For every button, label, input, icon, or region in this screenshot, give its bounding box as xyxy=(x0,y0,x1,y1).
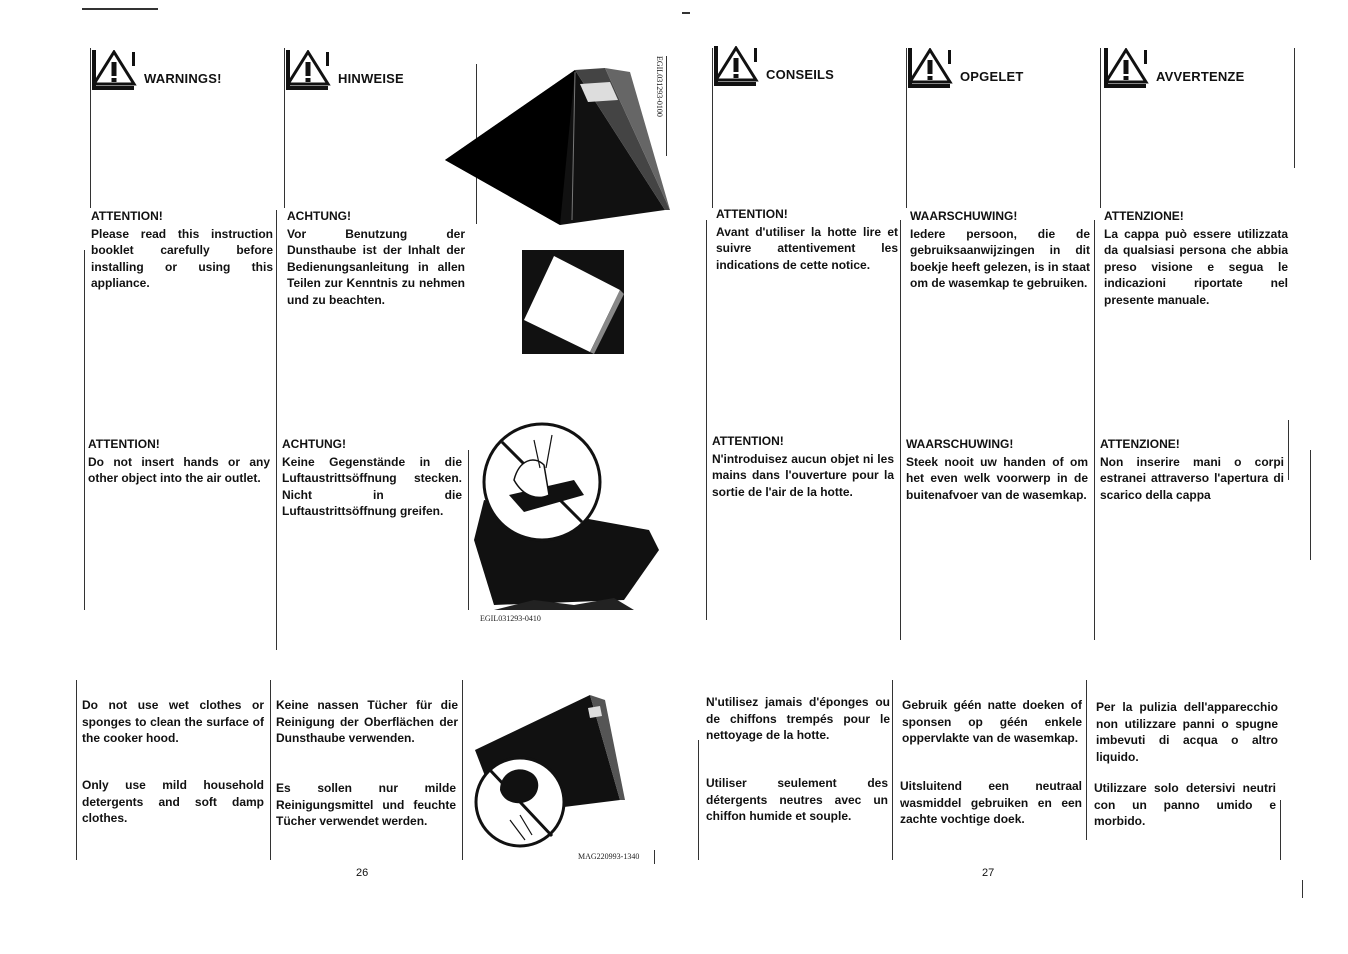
section-header-label: HINWEISE xyxy=(338,71,404,86)
warning-title: ATTENTION! xyxy=(88,437,160,451)
warning-title: ATTENTION! xyxy=(716,207,788,221)
warning-text: Do not insert hands or any other object into the air outlet. xyxy=(88,454,270,485)
warning-block xyxy=(82,697,264,747)
warning-text: Avant d'utiliser la hotte lire et suivre attentivement les indications de cette notice. xyxy=(716,224,898,272)
column-rule xyxy=(468,450,469,610)
warning-text: Es sollen nur milde Reinigungsmittel und feuchte Tücher verwendet werden. xyxy=(276,781,456,828)
column-rule xyxy=(892,680,893,860)
warning-text: N'utilisez jamais d'éponges ou de chiffons trempés pour le nettoyage de la hotte. xyxy=(706,695,890,742)
column-rule xyxy=(270,680,271,860)
warning-title: ATTENTION! xyxy=(712,434,784,448)
section-header-avvertenze xyxy=(1104,48,1244,88)
warning-text: Utiliser seulement des détergents neutres avec un chiffon humide et souple. xyxy=(706,776,888,823)
column-rule xyxy=(906,48,907,208)
section-header-warnings xyxy=(92,50,222,90)
column-rule xyxy=(1302,880,1303,898)
instruction-booklet-illustration xyxy=(522,250,624,354)
column-rule xyxy=(654,850,655,864)
warning-title: ACHTUNG! xyxy=(287,209,351,223)
column-rule xyxy=(276,210,277,650)
warning-title: WAARSCHUWING! xyxy=(910,209,1018,223)
warning-text: Iedere persoon, die de gebruiksaanwijzingen in dit boekje heeft gelezen, is in staat om de wasemkap te gebruiken. xyxy=(910,226,1090,290)
warning-triangle-icon xyxy=(1104,48,1150,88)
column-rule xyxy=(1310,450,1311,560)
column-rule xyxy=(900,220,901,640)
warning-text: Non inserire mani o corpi estranei attraverso l'apertura di scarico della cappa xyxy=(1100,454,1284,502)
warning-text: N'introduisez aucun objet ni les mains dans l'ouverture pour la sortie de l'air de la hotte. xyxy=(712,451,894,499)
cooker-hood-illustration xyxy=(440,60,680,230)
column-rule xyxy=(1280,800,1281,860)
page-number: 26 xyxy=(356,867,369,879)
warning-block xyxy=(902,697,1082,747)
section-header-label: CONSEILS xyxy=(766,67,835,82)
column-rule xyxy=(706,220,707,620)
warning-block xyxy=(1104,208,1288,308)
warning-text: La cappa può essere utilizzata da qualsiasi persona che abbia preso visione e segua le indicazioni riportate nel presente manuale. xyxy=(1104,226,1288,307)
warning-block xyxy=(706,694,890,744)
figure-code: EGIL031293-0100 xyxy=(655,56,664,117)
column-rule xyxy=(1094,220,1095,640)
warning-text: Per la pulizia dell'apparecchio non utilizzare panni o spugne imbevuti di acqua o altro liquido. xyxy=(1096,700,1278,764)
warning-block xyxy=(706,775,888,825)
warning-triangle-icon xyxy=(286,50,332,90)
section-header-conseils xyxy=(714,46,834,86)
figure-code: EGIL031293-0410 xyxy=(480,614,541,623)
column-rule xyxy=(1086,680,1087,840)
warning-block xyxy=(91,208,273,292)
warning-text: Keine nassen Tücher für die Reinigung der Oberflächen der Dunsthaube verwenden. xyxy=(276,698,458,745)
warning-block xyxy=(287,208,465,308)
warning-block xyxy=(1096,699,1278,765)
warning-text: Vor Benutzung der Dunsthaube ist der Inhalt der Bedienungsanleitung in allen Teilen zur Kenntnis zu nehmen und zu beachten. xyxy=(287,226,465,307)
column-rule xyxy=(84,250,85,610)
warning-block xyxy=(276,780,456,830)
no-hands-in-outlet-illustration xyxy=(474,420,664,610)
section-header-label: OPGELET xyxy=(960,69,1024,84)
warning-block xyxy=(1100,436,1284,503)
column-rule xyxy=(462,680,463,860)
column-rule xyxy=(1100,48,1101,208)
warning-triangle-icon xyxy=(92,50,138,90)
top-tick xyxy=(682,12,690,14)
cleaning-hood-illustration xyxy=(470,690,650,860)
column-rule xyxy=(698,740,699,860)
warning-block xyxy=(88,436,270,487)
warning-triangle-icon xyxy=(908,48,954,88)
warning-block xyxy=(712,433,894,500)
warning-block xyxy=(900,778,1082,828)
section-header-opgelet xyxy=(908,48,1024,88)
column-rule xyxy=(1294,48,1295,168)
warning-text: Only use mild household detergents and soft damp clothes. xyxy=(82,778,264,825)
warning-text: Uitsluitend een neutraal wasmiddel gebruiken en een zachte vochtige doek. xyxy=(900,779,1082,826)
figure-code: MAG220993-1340 xyxy=(578,852,640,861)
warning-text: Do not use wet clothes or sponges to clean the surface of the cooker hood. xyxy=(82,698,264,745)
warning-block xyxy=(906,436,1088,503)
column-rule xyxy=(1288,420,1289,480)
column-rule xyxy=(76,680,77,860)
section-header-label: WARNINGS! xyxy=(144,71,222,86)
column-rule xyxy=(284,48,285,208)
column-rule xyxy=(712,48,713,208)
warning-block xyxy=(276,697,458,747)
warning-block xyxy=(1094,780,1276,830)
warning-text: Keine Gegenstände in die Luftaustrittsöffnung stecken. Nicht in die Luftaustrittsöffnung greifen. xyxy=(282,454,462,518)
warning-triangle-icon xyxy=(714,46,760,86)
warning-text: Steek nooit uw handen of om het even welk voorwerp in de buitenafvoer van de wasemkap. xyxy=(906,454,1088,502)
warning-text: Please read this instruction booklet carefully before installing or using this appliance. xyxy=(91,226,273,290)
warning-text: Utilizzare solo detersivi neutri con un panno umido e morbido. xyxy=(1094,781,1276,828)
warning-block xyxy=(82,777,264,827)
warning-title: ACHTUNG! xyxy=(282,437,346,451)
warning-title: ATTENZIONE! xyxy=(1100,437,1180,451)
warning-title: WAARSCHUWING! xyxy=(906,437,1014,451)
page-number: 27 xyxy=(982,867,995,879)
warning-block xyxy=(282,436,462,520)
warning-text: Gebruik géén natte doeken of sponsen op géén enkele oppervlakte van de wasemkap. xyxy=(902,698,1082,745)
section-header-label: AVVERTENZE xyxy=(1156,69,1245,84)
top-rule xyxy=(82,8,158,10)
warning-title: ATTENZIONE! xyxy=(1104,209,1184,223)
warning-title: ATTENTION! xyxy=(91,209,163,223)
section-header-hinweise xyxy=(286,50,404,90)
column-rule xyxy=(90,48,91,208)
warning-block xyxy=(716,206,898,273)
warning-block xyxy=(910,208,1090,292)
